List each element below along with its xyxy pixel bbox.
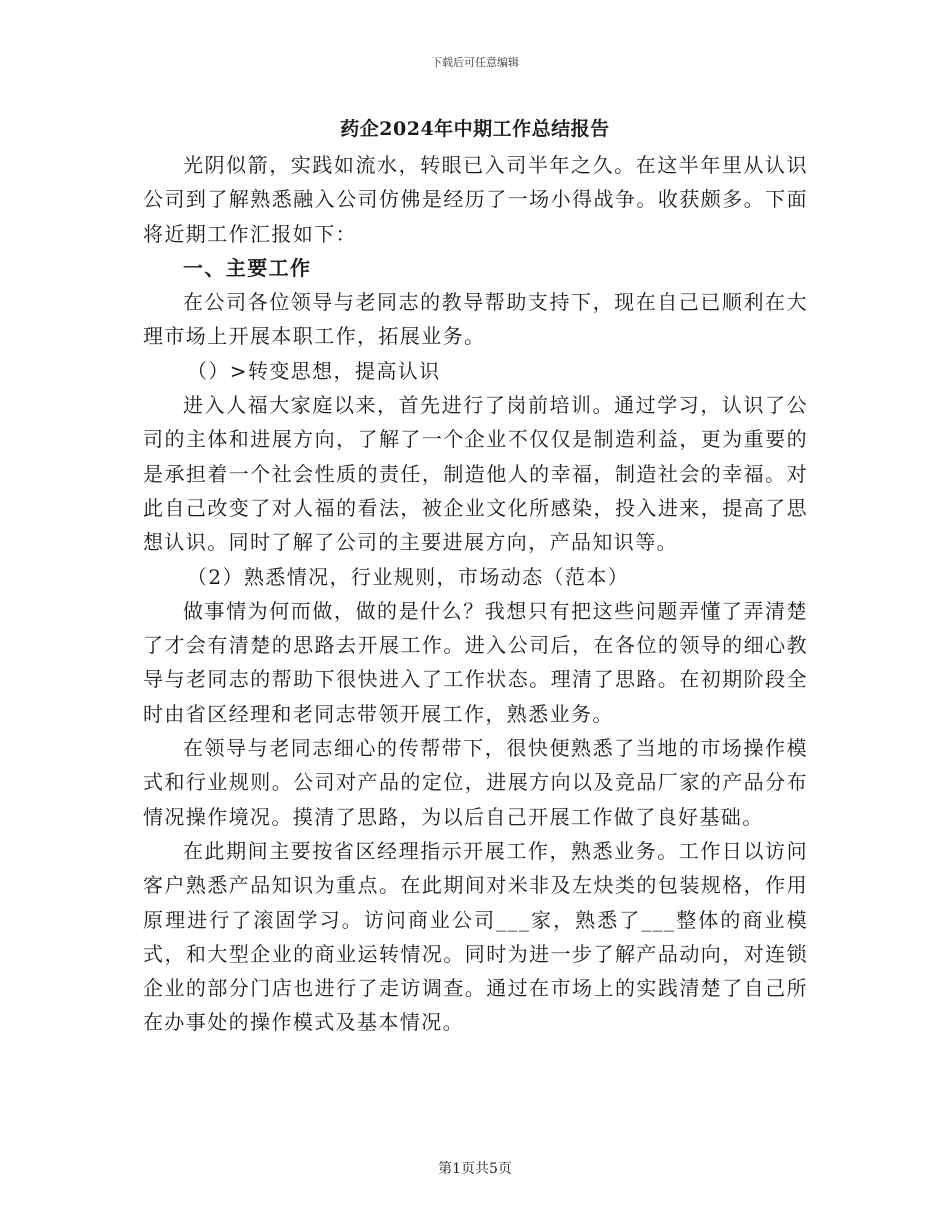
intro-paragraph: 光阴似箭，实践如流水，转眼已入司半年之久。在这半年里从认识公司到了解熟悉融入公司仿佛是经历了一场小得战争。收获颇多。下面将近期工作汇报如下： <box>143 153 808 246</box>
document-body <box>143 148 808 1040</box>
section-heading-main-work: 一、主要工作 <box>183 255 312 280</box>
paragraph-market-rules: 在领导与老同志细心的传帮带下，很快便熟悉了当地的市场操作模式和行业规则。公司对产品的定位，进展方向以及竞品厂家的产品分布情况操作境况。摸清了思路，为以后自己开展工作做了良好基础。 <box>143 736 808 829</box>
paragraph-main-work: 在公司各位领导与老同志的教导帮助支持下，现在自己已顺利在大理市场上开展本职工作，拓展业务。 <box>143 290 808 349</box>
paragraph-why-work: 做事情为何而做，做的是什么？我想只有把这些问题弄懂了弄清楚了才会有清楚的思路去开展工作。进入公司后，在各位的领导的细心教导与老同志的帮助下很快进入了工作状态。理清了思路。在初期阶段全时由省区经理和老同志带领开展工作，熟悉业务。 <box>143 598 808 726</box>
subheading-familiarize: （2）熟悉情况，行业规则，市场动态（范本） <box>187 564 630 589</box>
paragraph-training: 进入人福大家庭以来，首先进行了岗前培训。通过学习，认识了公司的主体和进展方向，了解了一个企业不仅仅是制造利益，更为重要的是承担着一个社会性质的责任，制造他人的幸福，制造社会的幸福。对此自己改变了对人福的看法，被企业文化所感染，投入进来，提高了思想认识。同时了解了公司的主要进展方向，产品知识等。 <box>143 393 808 555</box>
header-note: 下载后可任意编辑 <box>431 56 519 69</box>
page-footer: 第1页共5页 <box>438 1161 512 1177</box>
subheading-change-thinking: （）>转变思想，提高认识 <box>187 358 441 383</box>
document-title: 药企2024年中期工作总结报告 <box>340 118 610 140</box>
paragraph-visits: 在此期间主要按省区经理指示开展工作，熟悉业务。工作日以访问客户熟悉产品知识为重点。在此期间对米非及左炔类的包装规格，作用原理进行了滚固学习。访问商业公司___家，熟悉了___整体的商业模式，和大型企业的商业运转情况。同时为进一步了解产品动向，对连锁企业的部分门店也进行了走访调查。通过在市场上的实践清楚了自己所在办事处的操作模式及基本情况。 <box>143 838 808 1035</box>
